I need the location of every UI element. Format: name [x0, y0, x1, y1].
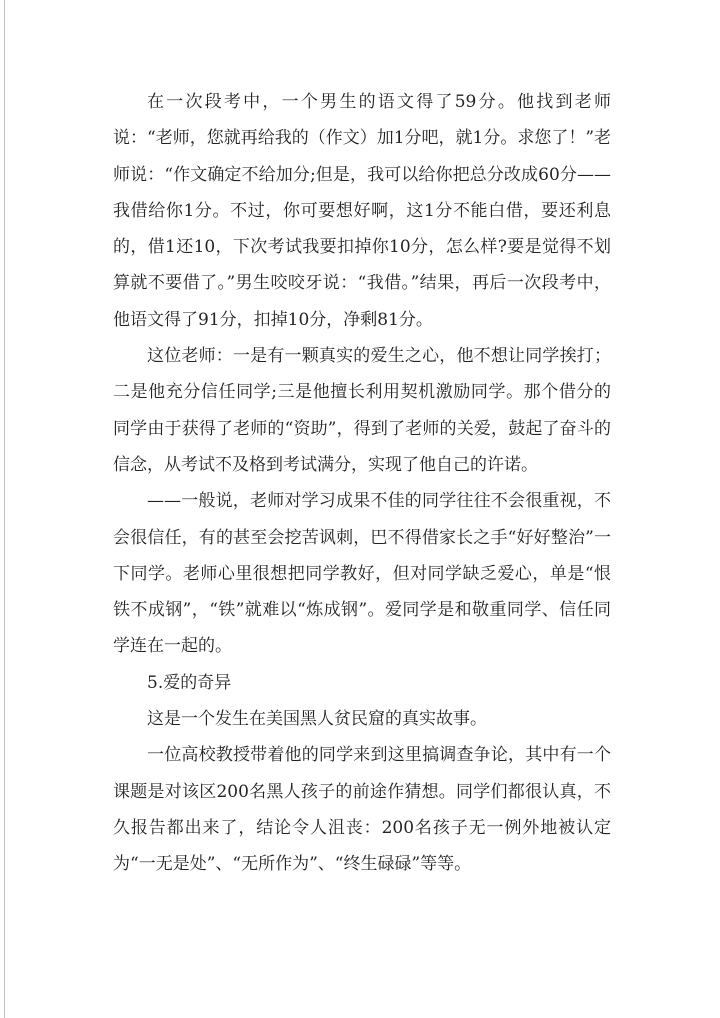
- paragraph-story: 在一次段考中，一个男生的语文得了59分。他找到老师说：“老师，您就再给我的（作文）加1分吧，就1分。求您了！”老师说：“作文确定不给加分;但是，我可以给你把总分改成60分——我借给你1分。不过，你可要想好啊，这1分不能白借，要还利息的，借1还10，下次考试我要扣掉你10分，怎么样?要是觉得不划算就不要借了。”男生咬咬牙说：“我借。”结果，再后一次段考中，他语文得了91分，扣掉10分，净剩81分。: [113, 92, 612, 330]
- section-heading: 5.爱的奇异: [147, 672, 232, 693]
- paragraph-commentary: ——一般说，老师对学习成果不佳的同学往往不会很重视，不会很信任，有的甚至会挖苦讽刺，巴不得借家长之手“好好整治”一下同学。老师心里很想把同学教好，但对同学缺乏爱心，单是“恨铁不成钢”，“铁”就难以“炼成钢”。爱同学是和敬重同学、信任同学连在一起的。: [113, 491, 611, 657]
- page-left-border: [4, 0, 5, 1018]
- paragraph-intro: 这是一个发生在美国黑人贫民窟的真实故事。: [147, 709, 487, 730]
- paragraph-research: 一位高校教授带着他的同学来到这里搞调查争论，其中有一个课题是对该区200名黑人孩子的前途作猜想。同学们都很认真，不久报告都出来了，结论令人沮丧：200名孩子无一例外地被认定为“一无是处”、“无所作为”、“终生碌碌”等等。: [113, 745, 611, 875]
- paragraph-teacher-analysis: 这位老师：一是有一颗真实的爱生之心，他不想让同学挨打；二是他充分信任同学;三是他擅长利用契机激励同学。那个借分的同学由于获得了老师的“资助”，得到了老师的关爱，鼓起了奋斗的信念，从考试不及格到考试满分，实现了他自己的许诺。: [113, 346, 611, 475]
- document-body: [113, 84, 611, 883]
